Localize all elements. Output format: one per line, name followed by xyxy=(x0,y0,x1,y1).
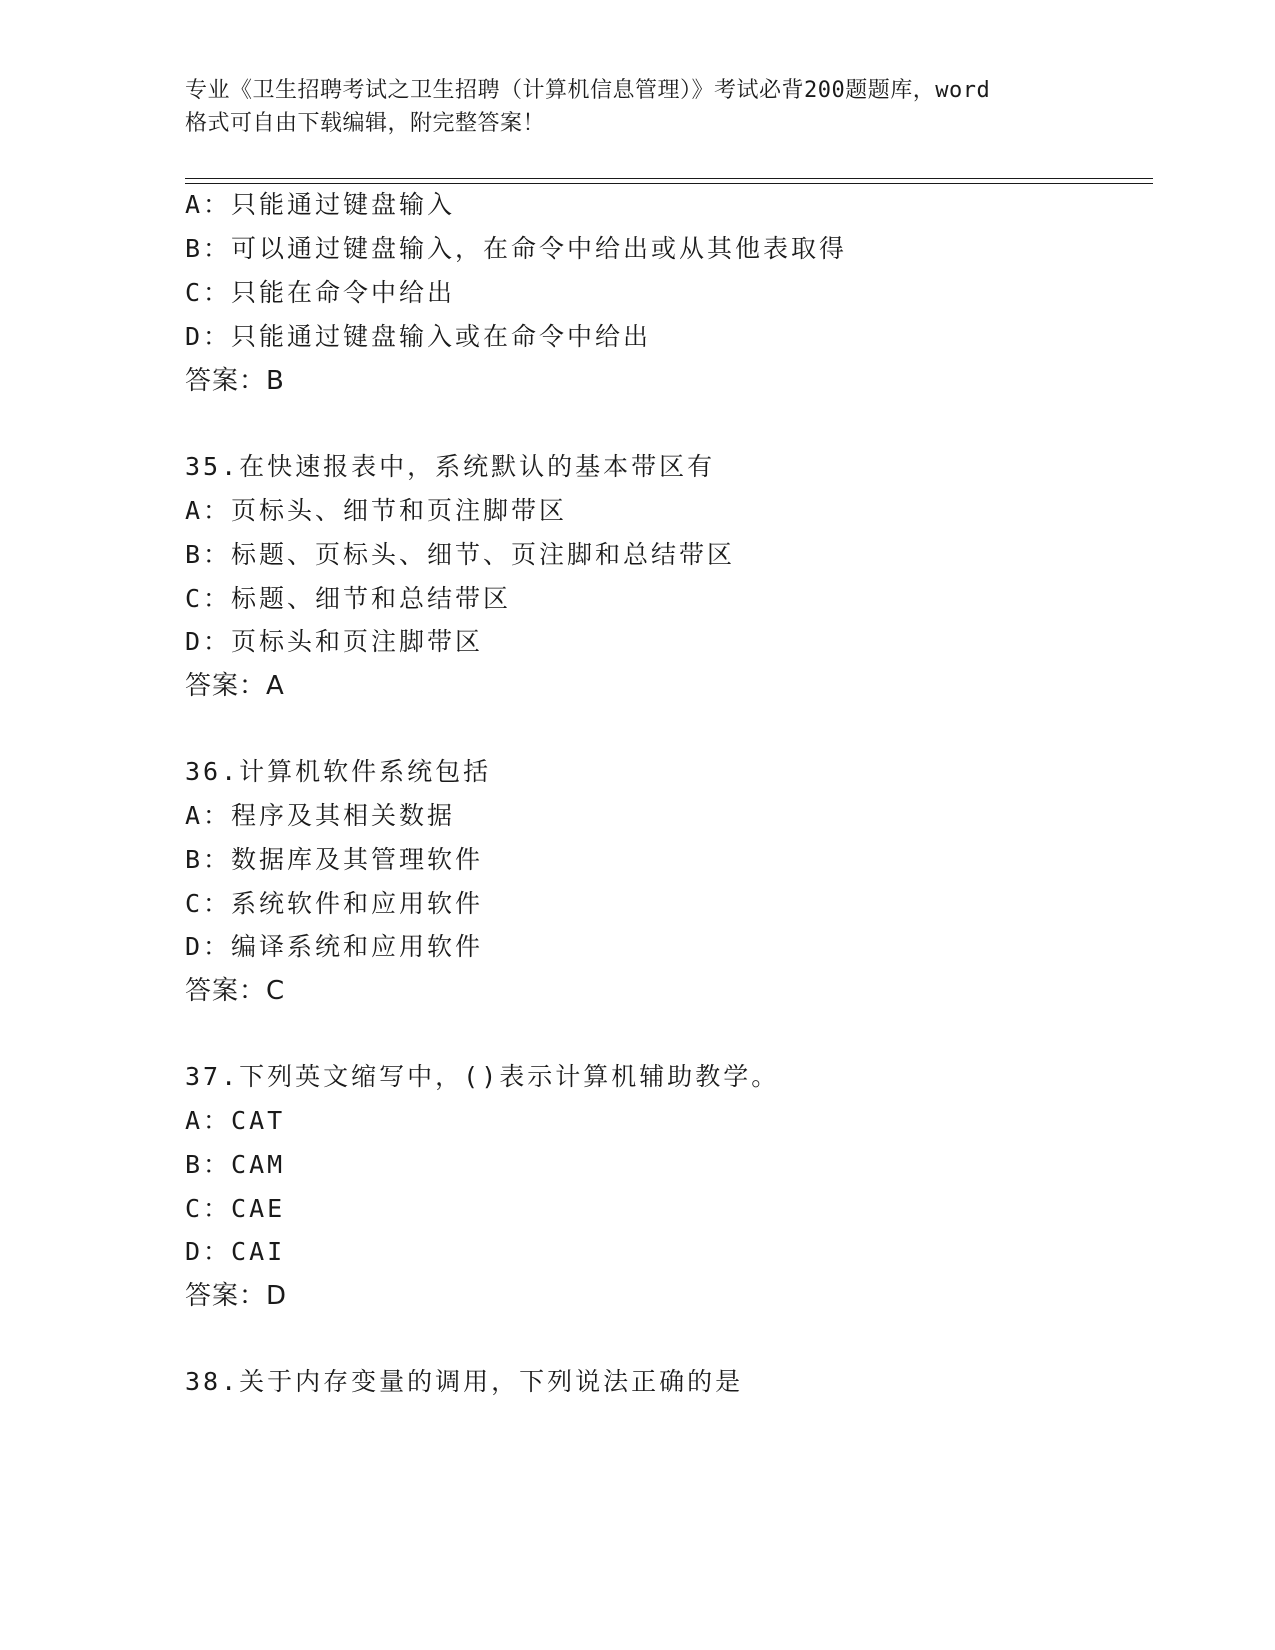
q34-answer: 答案：B xyxy=(185,366,285,396)
q37-stem: 37.下列英文缩写中，()表示计算机辅助教学。 xyxy=(185,1062,780,1091)
q34-option-d: D：只能通过键盘输入或在命令中给出 xyxy=(185,322,652,351)
q37-answer: 答案：D xyxy=(185,1281,288,1311)
q35-option-a: A：页标头、细节和页注脚带区 xyxy=(185,496,568,525)
header-rule-bottom xyxy=(185,183,1153,184)
header-line-2: 格式可自由下载编辑，附完整答案！ xyxy=(185,111,546,136)
header-line-1: 专业《卫生招聘考试之卫生招聘（计算机信息管理）》考试必背200题题库，word xyxy=(185,78,991,103)
q34-option-b: B：可以通过键盘输入，在命令中给出或从其他表取得 xyxy=(185,234,848,263)
q35-option-b: B：标题、页标头、细节、页注脚和总结带区 xyxy=(185,540,736,569)
q35-answer: 答案：A xyxy=(185,671,285,701)
q36-answer: 答案：C xyxy=(185,976,286,1006)
q35-option-d: D：页标头和页注脚带区 xyxy=(185,627,484,656)
q37-option-b: B：CAM xyxy=(185,1150,286,1179)
q37-option-d: D：CAI xyxy=(185,1237,286,1266)
q35-stem: 35.在快速报表中，系统默认的基本带区有 xyxy=(185,452,716,481)
header-rule-top xyxy=(185,178,1153,179)
q38-stem: 38.关于内存变量的调用，下列说法正确的是 xyxy=(185,1367,744,1396)
q35-option-c: C：标题、细节和总结带区 xyxy=(185,584,512,613)
q36-option-a: A：程序及其相关数据 xyxy=(185,801,456,830)
q34-option-a: A：只能通过键盘输入 xyxy=(185,190,456,219)
q37-option-c: C：CAE xyxy=(185,1194,286,1223)
q36-option-c: C：系统软件和应用软件 xyxy=(185,889,484,918)
q36-option-d: D：编译系统和应用软件 xyxy=(185,932,484,961)
q36-option-b: B：数据库及其管理软件 xyxy=(185,845,484,874)
q37-option-a: A：CAT xyxy=(185,1106,286,1135)
document-header xyxy=(185,74,1105,140)
q34-option-c: C：只能在命令中给出 xyxy=(185,278,456,307)
q36-stem: 36.计算机软件系统包括 xyxy=(185,757,492,786)
